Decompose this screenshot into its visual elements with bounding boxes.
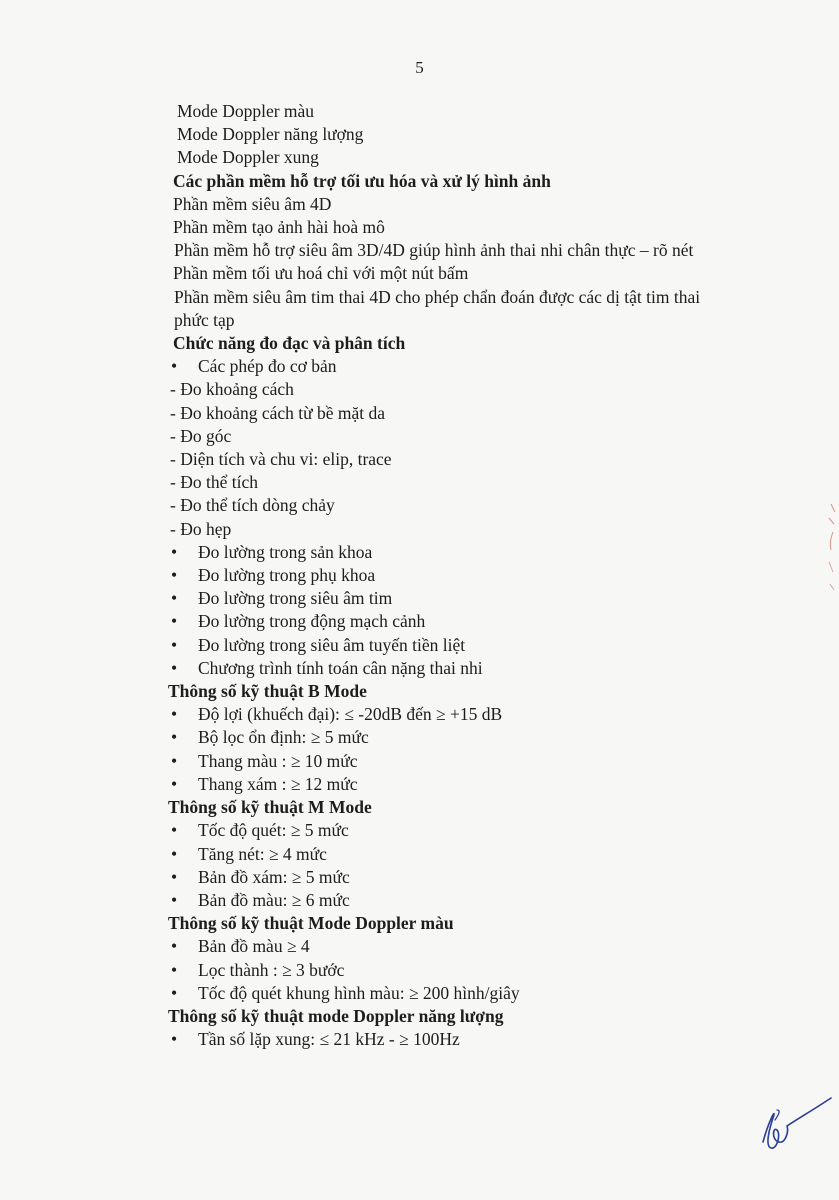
software-item: Phần mềm tối ưu hoá chỉ với một nút bấm bbox=[173, 263, 469, 284]
dash-item: - Đo thể tích bbox=[170, 472, 258, 493]
signature-mark bbox=[755, 1090, 835, 1160]
software-item: Phần mềm tạo ảnh hài hoà mô bbox=[173, 217, 385, 238]
measurement-bullet: • Đo lường trong sản khoa bbox=[168, 541, 740, 564]
software-heading: Các phần mềm hỗ trợ tối ưu hóa và xử lý hình ảnh bbox=[173, 170, 551, 191]
measurement-bullet: • Đo lường trong phụ khoa bbox=[168, 564, 740, 587]
b-mode-bullet: • Độ lợi (khuếch đại): ≤ -20dB đến ≥ +15 dB bbox=[168, 703, 740, 726]
measurement-basic-bullet: • Các phép đo cơ bản bbox=[168, 355, 740, 378]
dash-item: - Diện tích và chu vi: elip, trace bbox=[170, 449, 392, 470]
measurement-heading: Chức năng đo đạc và phân tích bbox=[173, 333, 406, 354]
software-item: Phần mềm siêu âm tim thai 4D cho phép chẩn đoán được các dị tật tim thai phức tạp bbox=[174, 286, 701, 330]
b-mode-bullet: • Thang màu : ≥ 10 mức bbox=[168, 750, 740, 773]
m-mode-heading: Thông số kỹ thuật M Mode bbox=[168, 797, 372, 818]
mode-line: Mode Doppler năng lượng bbox=[177, 124, 364, 145]
margin-stamp-marks bbox=[823, 500, 837, 600]
color-doppler-bullet: • Tốc độ quét khung hình màu: ≥ 200 hình/giây bbox=[168, 982, 740, 1005]
power-doppler-bullet: • Tần số lặp xung: ≤ 21 kHz - ≥ 100Hz bbox=[168, 1028, 740, 1051]
measurement-bullet: • Đo lường trong siêu âm tim bbox=[168, 587, 740, 610]
m-mode-bullet: • Bản đồ màu: ≥ 6 mức bbox=[168, 889, 740, 912]
color-doppler-bullet: • Bản đồ màu ≥ 4 bbox=[168, 935, 740, 958]
m-mode-bullet: • Tốc độ quét: ≥ 5 mức bbox=[168, 819, 740, 842]
b-mode-heading: Thông số kỹ thuật B Mode bbox=[168, 681, 367, 702]
software-item: Phần mềm hỗ trợ siêu âm 3D/4D giúp hình ảnh thai nhi chân thực – rõ nét bbox=[174, 240, 694, 261]
mode-line: Mode Doppler màu bbox=[177, 101, 315, 121]
measurement-bullet: • Đo lường trong siêu âm tuyến tiền liệt bbox=[168, 634, 740, 657]
measurement-bullet: • Chương trình tính toán cân nặng thai nhi bbox=[168, 657, 740, 680]
measurement-bullet: • Đo lường trong động mạch cảnh bbox=[168, 610, 740, 633]
m-mode-bullet: • Bản đồ xám: ≥ 5 mức bbox=[168, 866, 740, 889]
mode-line: Mode Doppler xung bbox=[177, 147, 319, 168]
b-mode-bullet: • Bộ lọc ổn định: ≥ 5 mức bbox=[168, 726, 740, 749]
software-item: Phần mềm siêu âm 4D bbox=[173, 193, 332, 214]
dash-item: - Đo góc bbox=[170, 425, 232, 446]
color-doppler-bullet: • Lọc thành : ≥ 3 bước bbox=[168, 959, 740, 982]
page-number: 5 bbox=[415, 58, 424, 77]
color-doppler-heading: Thông số kỹ thuật Mode Doppler màu bbox=[168, 913, 454, 934]
power-doppler-heading: Thông số kỹ thuật mode Doppler năng lượng bbox=[168, 1005, 504, 1026]
dash-item: - Đo khoảng cách bbox=[170, 379, 294, 400]
m-mode-bullet: • Tăng nét: ≥ 4 mức bbox=[168, 843, 740, 866]
b-mode-bullet: • Thang xám : ≥ 12 mức bbox=[168, 773, 740, 796]
dash-item: - Đo hẹp bbox=[170, 518, 232, 539]
document-body bbox=[168, 100, 740, 1051]
dash-item: - Đo khoảng cách từ bề mặt da bbox=[170, 402, 386, 423]
dash-item: - Đo thể tích dòng chảy bbox=[170, 495, 335, 516]
